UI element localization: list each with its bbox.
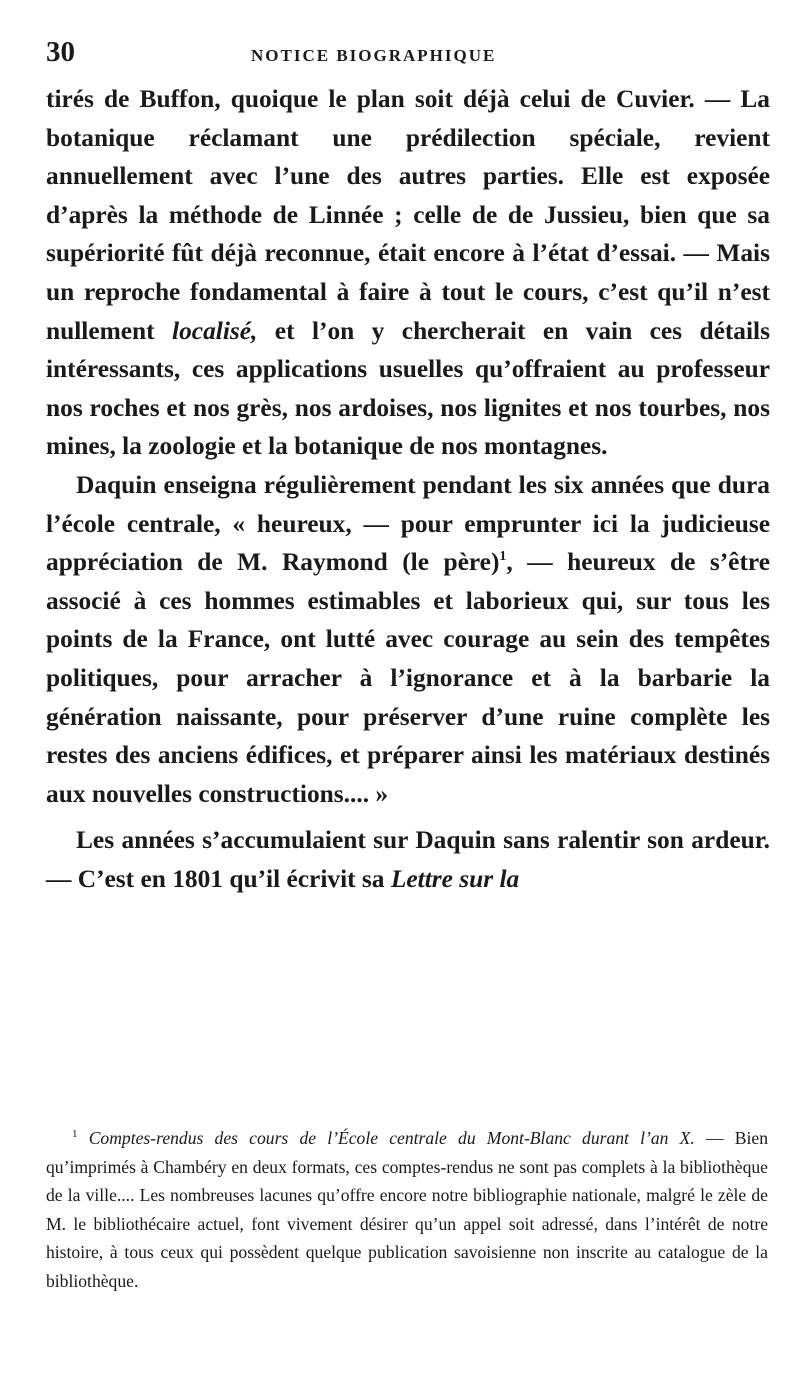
paragraph-1-text-b: et l’on y chercherait en vain ces détails intéressants, ces applications usuelles qu’offraient au professeur nos roches et nos grès, nos ardoises, nos lignites et nos tourbes, nos mines, la zoologie et la botanique de nos montagnes. [46,316,770,461]
footnotes [46,1124,768,1295]
footnote-1-italic: Comptes-rendus des cours de l’École centrale du Mont-Blanc durant l’an X. [88,1128,695,1148]
paragraph-1-text-a: tirés de Buffon, quoique le plan soit déjà celui de Cuvier. — La botanique réclamant une prédilection spéciale, revient annuellement avec l’une des autres parties. Elle est exposée d’après la méthode de Linnée ; celle de de Jussieu, bien que sa supériorité fût déjà reconnue, était encore à l’état d’essai. — Mais un reproche fondamental à faire à tout le cours, c’est qu’il n’est nullement [46,85,770,345]
footnote-marker: 1 [72,1128,78,1140]
footnote-1-text: — Bien qu’imprimés à Chambéry en deux formats, ces comptes-rendus ne sont pas complets à la bibliothèque de la ville.... Les nombreuses lacunes qu’offre encore notre bibliographie nationale, malgré le zèle de M. le bibliothécaire actuel, font vivement désirer qu’un appel soit adressé, dans l’intérêt de notre histoire, à tous ceux qui possèdent quelque publication savoisienne non inscrite au catalogue de la bibliothèque. [46,1128,768,1291]
footnote-1 [46,1124,768,1295]
paragraph-2-text-a: Daquin enseigna régulièrement pendant les six années que dura l’école centrale, « heureux, — pour emprunter ici la judicieuse appréciation de M. Raymond (le père) [46,470,770,577]
running-head [46,36,770,76]
paragraph-daquin-years [46,821,770,898]
paragraph-3-text: Les années s’accumulaient sur Daquin sans ralentir son ardeur. — C’est en 1801 qu’il écrivit sa [46,826,770,893]
page-number: 30 [46,36,75,68]
paragraph-3-italic: Lettre sur la [390,864,520,893]
paragraph-continuation [46,80,770,466]
paragraph-1-italic: localisé, [172,316,258,345]
running-title: NOTICE BIOGRAPHIQUE [251,46,497,65]
footnote-reference: 1 [499,549,507,565]
paragraph-daquin-teaching [46,466,770,813]
body-text [46,80,770,898]
paragraph-2-text-b: , — heureux de s’être associé à ces hommes estimables et laborieux qui, sur tous les points de la France, ont lutté avec courage au sein des tempêtes politiques, pour arracher à l’ignorance et à la barbarie la génération naissante, pour préserver d’une ruine complète les restes des anciens édifices, et préparer ainsi les matériaux destinés aux nouvelles constructions.... » [46,548,770,808]
